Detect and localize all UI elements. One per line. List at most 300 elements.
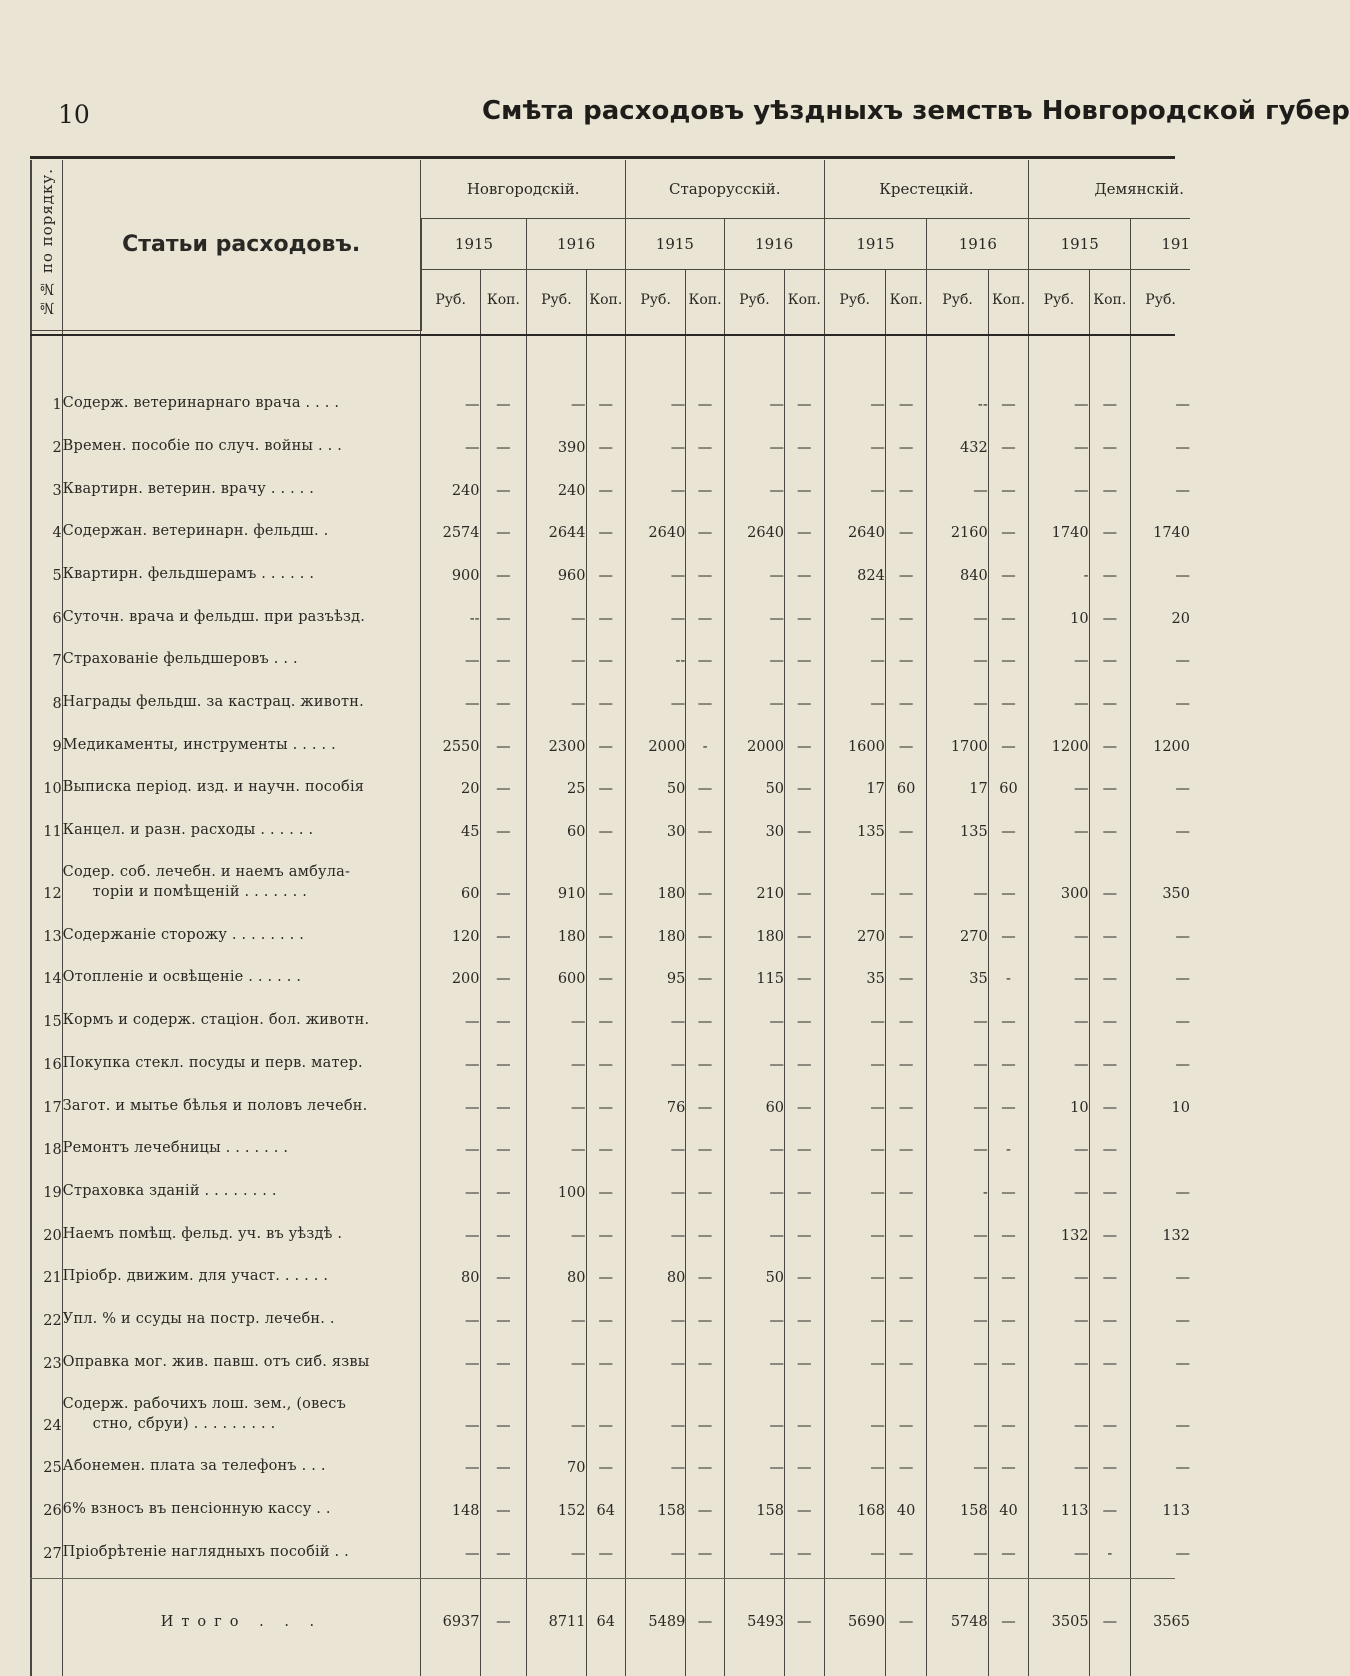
kop-value: —	[885, 1335, 927, 1378]
rub-value: 900	[421, 547, 480, 590]
kop-value: —	[686, 1079, 724, 1122]
rub-value: 50	[724, 761, 784, 804]
kop-value: —	[1089, 1335, 1131, 1378]
total-value: —	[1089, 1568, 1131, 1676]
total-value: 3565	[1131, 1568, 1190, 1676]
expense-article-text-continued: стно, сбруи) . . . . . . . . .	[92, 1415, 276, 1432]
table-row	[31, 633, 1190, 676]
rub-value: 50	[626, 761, 686, 804]
row-number: 22	[31, 1292, 62, 1335]
articles-header-label: Статьи расходовъ.	[122, 232, 361, 258]
kop-value: —	[885, 590, 927, 633]
kop-value: —	[586, 951, 626, 994]
table-row	[31, 590, 1190, 633]
kop-value: —	[988, 846, 1029, 908]
rub-value: —	[927, 1292, 988, 1335]
rub-value: —	[724, 993, 784, 1036]
rub-value: —	[527, 1207, 586, 1250]
table-row	[31, 377, 1190, 420]
kop-value: —	[586, 1250, 626, 1293]
row-number: 12	[31, 846, 62, 908]
unit-rub: Руб.	[724, 270, 784, 331]
rub-value: 35	[927, 951, 988, 994]
rub-value: —	[724, 1335, 784, 1378]
rub-value: 600	[527, 951, 586, 994]
kop-value: —	[1089, 1207, 1131, 1250]
rub-value: —	[824, 1122, 885, 1165]
rub-value: —	[927, 1250, 988, 1293]
kop-value: —	[1089, 1079, 1131, 1122]
kop-value: —	[988, 1164, 1029, 1207]
kop-value: —	[988, 1250, 1029, 1293]
rub-value: 180	[527, 908, 586, 951]
articles-column-header	[62, 160, 421, 330]
rub-value: 158	[724, 1482, 784, 1525]
kop-value: —	[686, 1440, 724, 1483]
table-body	[31, 377, 1190, 1568]
rub-value: 1200	[1131, 718, 1190, 761]
kop-value: —	[1089, 1292, 1131, 1335]
kop-value: —	[988, 590, 1029, 633]
rub-value: 2300	[527, 718, 586, 761]
kop-value: —	[988, 377, 1029, 420]
expense-article-text: Награды фельдш. за кастрац. животн.	[62, 694, 364, 710]
kop-value: -	[988, 1122, 1029, 1165]
kop-value: —	[988, 803, 1029, 846]
rub-value: 2640	[824, 505, 885, 548]
kop-value: —	[785, 993, 825, 1036]
rub-value: 25	[527, 761, 586, 804]
rub-value: —	[1029, 633, 1089, 676]
kop-value: —	[785, 1250, 825, 1293]
table-row	[31, 1036, 1190, 1079]
kop-value: —	[988, 1079, 1029, 1122]
kop-value: —	[480, 761, 527, 804]
expense-article-text: Отопленіе и освѣщеніе . . . . . .	[62, 969, 302, 986]
rub-value: —	[1029, 1440, 1089, 1483]
kop-value: —	[686, 633, 724, 676]
rub-value: —	[626, 377, 686, 420]
rub-value: —	[1131, 1525, 1190, 1568]
kop-value: —	[988, 1207, 1029, 1250]
kop-value: —	[1089, 505, 1131, 548]
kop-value: —	[1089, 419, 1131, 462]
expense-article	[62, 1250, 421, 1293]
rub-value: —	[626, 590, 686, 633]
kop-value: —	[988, 419, 1029, 462]
rub-value: 17	[824, 761, 885, 804]
rub-value: —	[1029, 1250, 1089, 1293]
rub-value: —	[527, 675, 586, 718]
rub-value: —	[824, 1378, 885, 1440]
rub-value: 2000	[626, 718, 686, 761]
kop-value: —	[885, 547, 927, 590]
rub-value: —	[824, 1079, 885, 1122]
rub-value: 30	[626, 803, 686, 846]
rub-value: --	[927, 377, 988, 420]
kop-value: —	[686, 462, 724, 505]
rub-value: —	[626, 419, 686, 462]
kop-value: —	[885, 1378, 927, 1440]
kop-value: —	[785, 1207, 825, 1250]
rub-value: 390	[527, 419, 586, 462]
rub-value: 300	[1029, 846, 1089, 908]
rub-value: 115	[724, 951, 784, 994]
expense-article	[62, 1164, 421, 1207]
rub-value: 210	[724, 846, 784, 908]
kop-value: —	[988, 718, 1029, 761]
kop-value: —	[1089, 590, 1131, 633]
rub-value: 100	[527, 1164, 586, 1207]
rub-value: —	[824, 377, 885, 420]
rub-value: —	[927, 1440, 988, 1483]
total-no-cell	[31, 1568, 62, 1676]
kop-value: -	[988, 951, 1029, 994]
kop-value: —	[785, 1036, 825, 1079]
rub-value: 80	[421, 1250, 480, 1293]
rub-value: —	[1029, 761, 1089, 804]
rub-value: —	[824, 590, 885, 633]
rub-value: —	[1131, 908, 1190, 951]
rub-value: —	[724, 377, 784, 420]
kop-value: —	[686, 1335, 724, 1378]
table-row	[31, 1207, 1190, 1250]
row-number: 19	[31, 1164, 62, 1207]
expense-article	[62, 547, 421, 590]
expense-article-text: Загот. и мытье бѣлья и половъ лечебн.	[62, 1097, 368, 1114]
rub-value: 1740	[1029, 505, 1089, 548]
kop-value: —	[480, 1378, 527, 1440]
rub-value: 240	[527, 462, 586, 505]
rub-value: 60	[724, 1079, 784, 1122]
expense-article	[62, 1122, 421, 1165]
rub-value: —	[1131, 1378, 1190, 1440]
kop-value: —	[988, 462, 1029, 505]
expense-article-text: 6% взносъ въ пенсіонную кассу . .	[62, 1501, 331, 1517]
total-label: Итого . . .	[62, 1568, 421, 1676]
year-header: 1916	[927, 219, 1029, 270]
rub-value: —	[927, 1525, 988, 1568]
rub-value: —	[927, 1036, 988, 1079]
kop-value: —	[885, 718, 927, 761]
kop-value: —	[480, 377, 527, 420]
kop-value: —	[686, 377, 724, 420]
kop-value: —	[480, 908, 527, 951]
expense-article-text: Покупка стекл. посуды и перв. матер.	[62, 1054, 363, 1071]
kop-value: —	[785, 419, 825, 462]
kop-value: —	[785, 1292, 825, 1335]
rub-value: —	[1131, 675, 1190, 718]
rub-value: 1740	[1131, 505, 1190, 548]
expense-article	[62, 993, 421, 1036]
kop-value: —	[586, 1525, 626, 1568]
kop-value: —	[1089, 675, 1131, 718]
expense-article	[62, 761, 421, 804]
kop-value: —	[480, 419, 527, 462]
kop-value: —	[785, 377, 825, 420]
rub-value: —	[1131, 993, 1190, 1036]
kop-value: —	[686, 803, 724, 846]
rub-value: —	[626, 993, 686, 1036]
year-header: 1916	[724, 219, 824, 270]
rub-value: —	[824, 1440, 885, 1483]
kop-value: —	[785, 1079, 825, 1122]
total-value: 3505	[1029, 1568, 1089, 1676]
expense-article	[62, 1525, 421, 1568]
rub-value: —	[527, 590, 586, 633]
table-row	[31, 951, 1190, 994]
rub-value: —	[724, 1036, 784, 1079]
kop-value: —	[686, 419, 724, 462]
total-row	[31, 1568, 1190, 1676]
rub-value: —	[527, 993, 586, 1036]
kop-value: —	[686, 761, 724, 804]
kop-value: —	[1089, 718, 1131, 761]
rub-value: —	[527, 1378, 586, 1440]
expense-article-text: Страхованіе фельдшеровъ . . .	[62, 651, 298, 668]
kop-value: —	[480, 951, 527, 994]
kop-value: —	[885, 951, 927, 994]
rub-value: —	[927, 590, 988, 633]
table-row	[31, 419, 1190, 462]
total-value: 5748	[927, 1568, 988, 1676]
kop-value: —	[586, 547, 626, 590]
expense-article	[62, 419, 421, 462]
rub-value: —	[927, 1207, 988, 1250]
expense-article-text: Времен. пособіе по случ. войны . . .	[62, 437, 343, 454]
expense-article-text: Наемъ помѣщ. фельд. уч. въ уѣздѣ .	[62, 1225, 343, 1242]
rub-value: 45	[421, 803, 480, 846]
expense-article-text: Канцел. и разн. расходы . . . . . .	[62, 822, 314, 839]
kop-value: —	[686, 505, 724, 548]
kop-value: —	[586, 1122, 626, 1165]
kop-value: —	[988, 1378, 1029, 1440]
rub-value: —	[724, 633, 784, 676]
rub-value: 120	[421, 908, 480, 951]
rub-value: 2000	[724, 718, 784, 761]
total-value: 5493	[724, 1568, 784, 1676]
rub-value: --	[626, 633, 686, 676]
rub-value: 350	[1131, 846, 1190, 908]
table-row	[31, 846, 1190, 908]
rub-value: 20	[421, 761, 480, 804]
row-number: 17	[31, 1079, 62, 1122]
header-rule	[30, 334, 1175, 336]
expense-table	[30, 160, 1190, 1676]
rub-value: —	[1131, 633, 1190, 676]
table-row	[31, 1335, 1190, 1378]
expense-article-text: Квартирн. ветерин. врачу . . . . .	[62, 480, 315, 497]
expense-article-text: Пріобр. движим. для участ. . . . . .	[62, 1268, 329, 1285]
expense-article	[62, 803, 421, 846]
kop-value: —	[885, 1207, 927, 1250]
kop-value: —	[885, 1164, 927, 1207]
expense-article-text: Страховка зданій . . . . . . . .	[62, 1182, 277, 1199]
kop-value: —	[885, 505, 927, 548]
rub-value: —	[824, 633, 885, 676]
kop-value: —	[586, 1036, 626, 1079]
row-number: 13	[31, 908, 62, 951]
unit-kop: Коп.	[988, 270, 1029, 331]
rub-value: —	[824, 462, 885, 505]
rub-value: —	[421, 1292, 480, 1335]
rub-value: —	[421, 1378, 480, 1440]
kop-value: 40	[885, 1482, 927, 1525]
expense-article	[62, 462, 421, 505]
rub-value: —	[421, 1207, 480, 1250]
kop-value: —	[480, 1335, 527, 1378]
kop-value: —	[480, 1440, 527, 1483]
district-header: Крестецкій.	[824, 160, 1029, 219]
rub-value: —	[724, 1378, 784, 1440]
district-header: Новгородскій.	[421, 160, 626, 219]
rub-value: —	[927, 1378, 988, 1440]
rub-value: --	[421, 590, 480, 633]
rub-value: —	[724, 1440, 784, 1483]
kop-value: —	[586, 505, 626, 548]
table-row	[31, 1164, 1190, 1207]
rub-value: 432	[927, 419, 988, 462]
rub-value: —	[927, 633, 988, 676]
rub-value: —	[824, 1525, 885, 1568]
rub-value: —	[1029, 1122, 1089, 1165]
rub-value: —	[527, 1525, 586, 1568]
row-number: 1	[31, 377, 62, 420]
total-value: —	[885, 1568, 927, 1676]
rub-value: —	[421, 1036, 480, 1079]
kop-value: —	[785, 908, 825, 951]
total-value: 8711	[527, 1568, 586, 1676]
rub-value: 148	[421, 1482, 480, 1525]
rub-value: —	[1131, 377, 1190, 420]
kop-value: —	[1089, 803, 1131, 846]
kop-value: —	[885, 846, 927, 908]
rub-value: —	[1131, 547, 1190, 590]
kop-value: —	[686, 1164, 724, 1207]
kop-value: —	[988, 993, 1029, 1036]
rub-value: 17	[927, 761, 988, 804]
kop-value: —	[1089, 1250, 1131, 1293]
rub-value: —	[1029, 951, 1089, 994]
kop-value: —	[785, 803, 825, 846]
expense-article-text: Содерж. рабочихъ лош. зем., (овесъ	[62, 1395, 347, 1412]
kop-value: —	[586, 908, 626, 951]
table-row	[31, 1122, 1190, 1165]
row-number: 6	[31, 590, 62, 633]
rub-value: —	[527, 377, 586, 420]
table-row	[31, 803, 1190, 846]
kop-value: —	[785, 951, 825, 994]
rub-value: 1700	[927, 718, 988, 761]
kop-value: 60	[885, 761, 927, 804]
table-row	[31, 1292, 1190, 1335]
rub-value: —	[1029, 803, 1089, 846]
kop-value: —	[586, 803, 626, 846]
kop-value: —	[586, 761, 626, 804]
kop-value: —	[1089, 908, 1131, 951]
kop-value: —	[1089, 1440, 1131, 1483]
kop-value: —	[988, 505, 1029, 548]
year-header: 191	[1131, 219, 1190, 270]
expense-article-text: Ремонтъ лечебницы . . . . . . .	[62, 1140, 289, 1157]
rub-value: —	[927, 1079, 988, 1122]
total-value: 64	[586, 1568, 626, 1676]
expense-article-text: Содержаніе сторожу . . . . . . . .	[62, 926, 305, 943]
number-column-label: №№ по порядку.	[37, 168, 56, 318]
kop-value: —	[586, 1335, 626, 1378]
row-number: 16	[31, 1036, 62, 1079]
rub-value: —	[626, 675, 686, 718]
rub-value: —	[824, 1164, 885, 1207]
rub-value: —	[626, 1036, 686, 1079]
rub-value: -	[1029, 547, 1089, 590]
rub-value: 10	[1029, 590, 1089, 633]
rub-value: —	[421, 1122, 480, 1165]
rub-value: —	[724, 1525, 784, 1568]
rub-value: —	[927, 1335, 988, 1378]
expense-article-text: Пріобрѣтеніе наглядныхъ пособій . .	[62, 1543, 349, 1560]
kop-value: —	[686, 846, 724, 908]
rub-value: 168	[824, 1482, 885, 1525]
rub-value: —	[626, 1440, 686, 1483]
kop-value: —	[988, 1292, 1029, 1335]
table-row	[31, 993, 1190, 1036]
expense-article-text: Оправка мог. жив. павш. отъ сиб. язвы	[62, 1353, 370, 1370]
expense-article	[62, 1335, 421, 1378]
kop-value: —	[885, 1440, 927, 1483]
rub-value: —	[1029, 1292, 1089, 1335]
kop-value: —	[586, 1207, 626, 1250]
total-value: —	[480, 1568, 527, 1676]
row-number: 15	[31, 993, 62, 1036]
rub-value: —	[724, 419, 784, 462]
kop-value: —	[686, 547, 724, 590]
kop-value: 64	[586, 1482, 626, 1525]
row-number: 8	[31, 675, 62, 718]
rub-value: —	[527, 633, 586, 676]
kop-value: —	[1089, 1378, 1131, 1440]
unit-rub: Руб.	[927, 270, 988, 331]
kop-value: —	[480, 590, 527, 633]
total-value: —	[785, 1568, 825, 1676]
expense-article-text: Кормъ и содерж. стаціон. бол. животн.	[62, 1012, 370, 1029]
row-number: 26	[31, 1482, 62, 1525]
kop-value: —	[686, 908, 724, 951]
row-number: 18	[31, 1122, 62, 1165]
total-value: —	[686, 1568, 724, 1676]
row-number: 23	[31, 1335, 62, 1378]
rub-value: 270	[824, 908, 885, 951]
year-header: 1915	[1029, 219, 1131, 270]
expense-article-text: Содерж. ветеринарнаго врача . . . .	[62, 395, 340, 412]
kop-value: —	[480, 1207, 527, 1250]
expense-article	[62, 1036, 421, 1079]
rub-value: —	[927, 462, 988, 505]
kop-value: —	[480, 675, 527, 718]
kop-value: —	[885, 908, 927, 951]
rub-value: —	[421, 1079, 480, 1122]
rub-value: —	[1131, 761, 1190, 804]
kop-value: —	[785, 846, 825, 908]
expense-article-text: Медикаменты, инструменты . . . . .	[62, 736, 336, 753]
kop-value: —	[885, 1292, 927, 1335]
total-value: —	[988, 1568, 1029, 1676]
expense-article	[62, 1207, 421, 1250]
row-number: 10	[31, 761, 62, 804]
kop-value: —	[480, 993, 527, 1036]
rub-value: —	[927, 993, 988, 1036]
rub-value: —	[626, 1292, 686, 1335]
